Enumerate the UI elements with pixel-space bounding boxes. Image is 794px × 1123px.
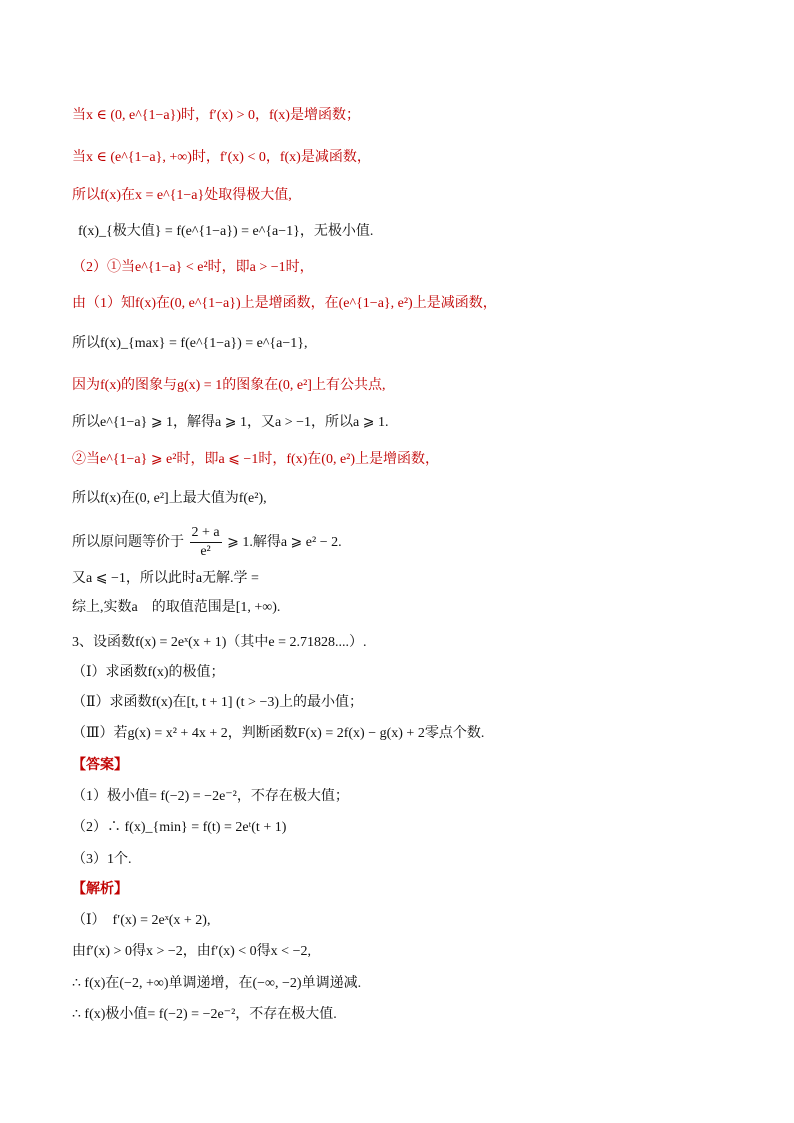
line-solve-a: 所以e^{1−a} ⩾ 1，解得a ⩾ 1，又a > −1，所以a ⩾ 1. — [72, 415, 389, 430]
line-maximum-point: 所以f(x)在x = e^{1−a}处取得极大值, — [72, 188, 292, 203]
line-part2-case2: ②当e^{1−a} ⩾ e²时，即a ⩽ −1时，f(x)在(0, e²)上是增函数， — [72, 452, 440, 467]
equivalent-prefix: 所以原问题等价于 — [72, 535, 184, 550]
analysis-monotonic: ∴ f(x)在(−2, +∞)单调递增，在(−∞, −2)单调递减. — [72, 976, 362, 991]
line-case-decreasing: 当x ∈ (e^{1−a}, +∞)时，f′(x) < 0，f(x)是减函数， — [72, 150, 371, 165]
line-monotonicity: 由（1）知f(x)在(0, e^{1−a})上是增函数，在(e^{1−a}, e²)上是减函数， — [72, 296, 497, 311]
problem-3-part-3: （Ⅲ）若g(x) = x² + 4x + 2，判断函数F(x) = 2f(x) − g(x) + 2零点个数. — [72, 726, 485, 741]
answer-2: （2）∴ f(x)_{min} = f(t) = 2eᵗ(t + 1) — [72, 820, 287, 835]
analysis-extremum: ∴ f(x)极小值= f(−2) = −2e⁻²，不存在极大值. — [72, 1007, 337, 1022]
analysis-sign: 由f′(x) > 0得x > −2，由f′(x) < 0得x < −2, — [72, 944, 311, 959]
problem-3-statement: 3、设函数f(x) = 2eˣ(x + 1)（其中e = 2.71828....）. — [72, 635, 367, 650]
line-fmax: 所以f(x)_{max} = f(e^{1−a}) = e^{a−1}, — [72, 336, 308, 351]
problem-3-part-1: （Ⅰ）求函数f(x)的极值； — [72, 665, 225, 680]
answer-1: （1）极小值= f(−2) = −2e⁻²，不存在极大值； — [72, 789, 349, 804]
line-max-on-interval: 所以f(x)在(0, e²]上最大值为f(e²), — [72, 491, 267, 506]
line-equivalent — [72, 524, 342, 562]
equivalent-suffix: ⩾ 1.解得a ⩾ e² − 2. — [227, 535, 342, 550]
line-case-increasing: 当x ∈ (0, e^{1−a})时，f′(x) > 0，f(x)是增函数； — [72, 108, 360, 123]
answer-heading: 【答案】 — [72, 758, 128, 773]
fraction — [190, 524, 222, 561]
analysis-derivative: （Ⅰ） f′(x) = 2eˣ(x + 2), — [72, 913, 211, 928]
fraction-numerator: 2 + a — [190, 524, 222, 543]
analysis-heading: 【解析】 — [72, 882, 128, 897]
line-maximum-value: f(x)_{极大值} = f(e^{1−a}) = e^{a−1}，无极小值. — [78, 224, 374, 239]
answer-3: （3）1个. — [72, 852, 132, 867]
line-conclusion: 综上,实数a 的取值范围是[1, +∞). — [72, 600, 281, 615]
fraction-denominator: e² — [200, 544, 211, 560]
problem-3-part-2: （Ⅱ）求函数f(x)在[t, t + 1] (t > −3)上的最小值； — [72, 695, 364, 710]
line-no-solution: 又a ⩽ −1，所以此时a无解.学 = — [72, 571, 259, 586]
line-part2-case1: （2）①当e^{1−a} < e²时，即a > −1时， — [72, 260, 314, 275]
line-common-point: 因为f(x)的图象与g(x) = 1的图象在(0, e²]上有公共点, — [72, 378, 386, 393]
